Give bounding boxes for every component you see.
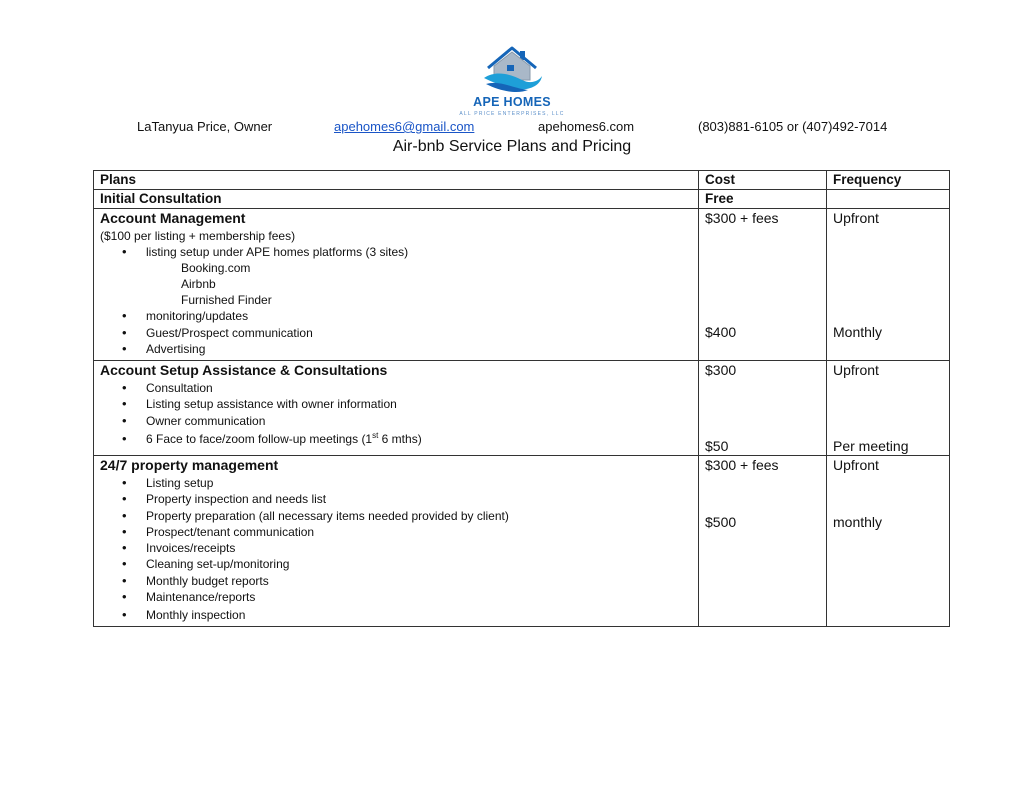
frequency-account-management (827, 209, 950, 361)
list-item: • Guest/Prospect communication (100, 325, 692, 341)
table-header-row (94, 171, 950, 190)
website-text: apehomes6.com (538, 119, 635, 134)
frequency-value: Monthly (833, 324, 883, 340)
sub-item: Airbnb (181, 277, 216, 292)
table-row (94, 361, 950, 456)
list-item: • Monthly inspection (100, 607, 692, 623)
header-plans: Plans (94, 171, 699, 190)
section-title: Account Setup Assistance & Consultations (100, 362, 388, 378)
table-row (94, 209, 950, 361)
cost-initial-consultation: Free (699, 190, 827, 209)
list-item: • Listing setup assistance with owner information (100, 396, 692, 412)
list-item: • Advertising (100, 341, 692, 357)
list-item: • Consultation (100, 380, 692, 396)
cost-value: $300 + fees (705, 210, 779, 226)
cost-value: $300 + fees (705, 457, 779, 473)
header-frequency: Frequency (827, 171, 950, 190)
frequency-value: monthly (833, 514, 883, 530)
cost-value: $50 (705, 438, 729, 454)
frequency-account-setup (827, 361, 950, 456)
house-wave-icon (466, 44, 566, 94)
cost-value: $400 (705, 324, 737, 340)
list-item: • Prospect/tenant communication (100, 524, 692, 540)
frequency-value: Upfront (833, 362, 879, 378)
frequency-value: Per meeting (833, 438, 909, 454)
brand-name: APE HOMES (473, 95, 551, 109)
frequency-value: Upfront (833, 457, 879, 473)
cost-property-management (699, 456, 827, 627)
list-item: • Maintenance/reports (100, 589, 692, 605)
list-item: • Monthly budget reports (100, 573, 692, 589)
frequency-initial-consultation (827, 190, 950, 209)
cost-value: $500 (705, 514, 737, 530)
phone-numbers: (803)881-6105 or (407)492-7014 (698, 119, 888, 134)
brand-tagline: ALL PRICE ENTERPRISES, LLC (459, 111, 565, 117)
sub-item: Booking.com (181, 261, 251, 276)
list-item: • monitoring/updates (100, 308, 692, 324)
plan-account-management (94, 209, 699, 361)
list-item: • Property inspection and needs list (100, 491, 692, 507)
table-row (94, 190, 950, 209)
cost-value: $300 (705, 362, 737, 378)
header-cost: Cost (699, 171, 827, 190)
frequency-property-management (827, 456, 950, 627)
list-item: • 6 Face to face/zoom follow-up meetings (1st 6 mths) (100, 431, 692, 447)
cost-account-setup (699, 361, 827, 456)
cost-account-management (699, 209, 827, 361)
list-item: • Listing setup (100, 475, 692, 491)
page-title: Air-bnb Service Plans and Pricing (392, 138, 632, 155)
table-row (94, 456, 950, 627)
section-title: Account Management (100, 210, 246, 226)
list-item: • Invoices/receipts (100, 540, 692, 556)
plan-initial-consultation: Initial Consultation (94, 190, 699, 209)
list-item: • listing setup under APE homes platforms (3 sites) (100, 244, 692, 260)
pricing-table (93, 170, 950, 627)
sub-item: Furnished Finder (181, 293, 272, 308)
section-note: ($100 per listing + membership fees) (100, 229, 296, 243)
section-title: 24/7 property management (100, 457, 279, 473)
plan-property-management (94, 456, 699, 627)
list-item: • Cleaning set-up/monitoring (100, 556, 692, 572)
email-link[interactable]: apehomes6@gmail.com (334, 119, 475, 134)
frequency-value: Upfront (833, 210, 879, 226)
list-item: • Owner communication (100, 413, 692, 429)
owner-name: LaTanyua Price, Owner (137, 119, 273, 134)
list-item: • Property preparation (all necessary items needed provided by client) (100, 508, 692, 524)
plan-account-setup (94, 361, 699, 456)
